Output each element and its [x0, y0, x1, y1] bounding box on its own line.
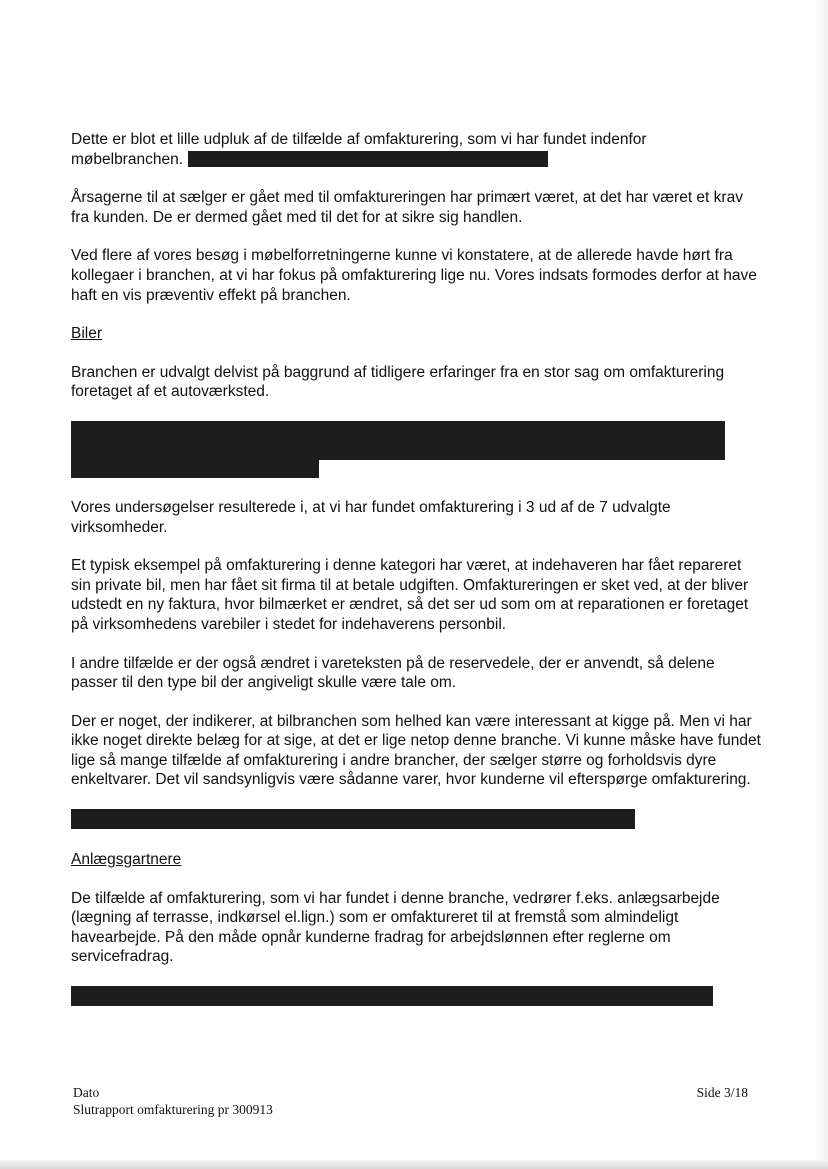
redaction-bar: [71, 421, 725, 460]
paragraph-biler-results: Vores undersøgelser resulterede i, at vi har fundet omfakturering i 3 ud af de 7 udvalgte virksomheder.: [71, 498, 671, 536]
paragraph-anlaeg-cases: De tilfælde af omfakturering, som vi har fundet i denne branche, vedrører f.eks. anlægsarbejde (lægning af terrasse, indkørsel el.lign.) som er omfaktureret til at fremstå som almindeligt havearbejde. På den måde opnår kunderne fradrag for arbejdslønnen efter reglerne om servicefradrag.: [71, 889, 720, 966]
footer-page-number: Side 3/18: [696, 1085, 748, 1100]
redaction-block-3: [71, 986, 761, 1006]
document-body: [71, 130, 761, 1025]
redaction-bar: [71, 986, 713, 1006]
page-edge-bottom: [0, 1160, 828, 1169]
paragraph-biler-example: Et typisk eksempel på omfakturering i denne kategori har været, at indehaveren har fået repareret sin private bil, men har fået sit firma til at betale udgiften. Omfaktureringen er sket ved, at der bliver udstedt en ny faktura, hvor bilmærket er ændret, så det ser ud som om at reparationen er foretaget på virksomhedens varebiler i stedet for indehaverens personbil.: [71, 557, 749, 633]
redaction-block-2: [71, 809, 761, 829]
paragraph-mobel-visits: Ved flere af vores besøg i møbelforretningerne kunne vi konstatere, at de allerede havde hørt fra kollegaer i branchen, at vi har fokus på omfakturering lige nu. Vores indsats formodes derfor at have haft en vis præventiv effekt på branchen.: [71, 247, 757, 304]
redaction-bar: [71, 809, 635, 829]
page-footer: [73, 1084, 748, 1118]
page-edge-right: [814, 0, 828, 1169]
paragraph-biler-assessment: Der er noget, der indikerer, at bilbranchen som helhed kan være interessant at kigge på. Men vi har ikke noget direkte belæg for at sige, at det er lige netop denne branche. Vi kunne måske have fundet lige så mange tilfælde af omfakturering i andre brancher, der sælger større og forholdsvis dyre enkeltvarer. Det vil sandsynligvis være sådanne varer, hvor kunderne vil efterspørge omfakturering.: [71, 712, 761, 789]
redaction-inline: [188, 151, 548, 167]
paragraph-mobel-reasons: Årsagerne til at sælger er gået med til omfaktureringen har primært været, at det har været et krav fra kunden. De er dermed gået med til det for at sikre sig handlen.: [71, 189, 743, 226]
paragraph-biler-intro: Branchen er udvalgt delvist på baggrund af tidligere erfaringer fra en stor sag om omfakturering foretaget af et autoværksted.: [71, 363, 725, 401]
paragraph-mobel-summary: [71, 130, 761, 169]
footer-report-title: Slutrapport omfakturering pr 300913: [73, 1102, 273, 1117]
heading-anlaegsgartnere: Anlægsgartnere: [71, 851, 182, 869]
heading-biler: Biler: [71, 325, 103, 343]
footer-date-label: Dato: [73, 1085, 100, 1100]
paragraph-biler-parts: I andre tilfælde er der også ændret i vareteksten på de reservedele, der er anvendt, så delene passer til den type bil der angiveligt skulle være tale om.: [71, 654, 715, 692]
redaction-block-1: [71, 421, 761, 479]
redaction-bar: [71, 459, 319, 478]
paragraph-mobel-summary-text: Dette er blot et lille udpluk af de tilfælde af omfakturering, som vi har fundet indenfor møbelbranchen.: [71, 131, 647, 168]
redaction-bar: [711, 439, 725, 459]
